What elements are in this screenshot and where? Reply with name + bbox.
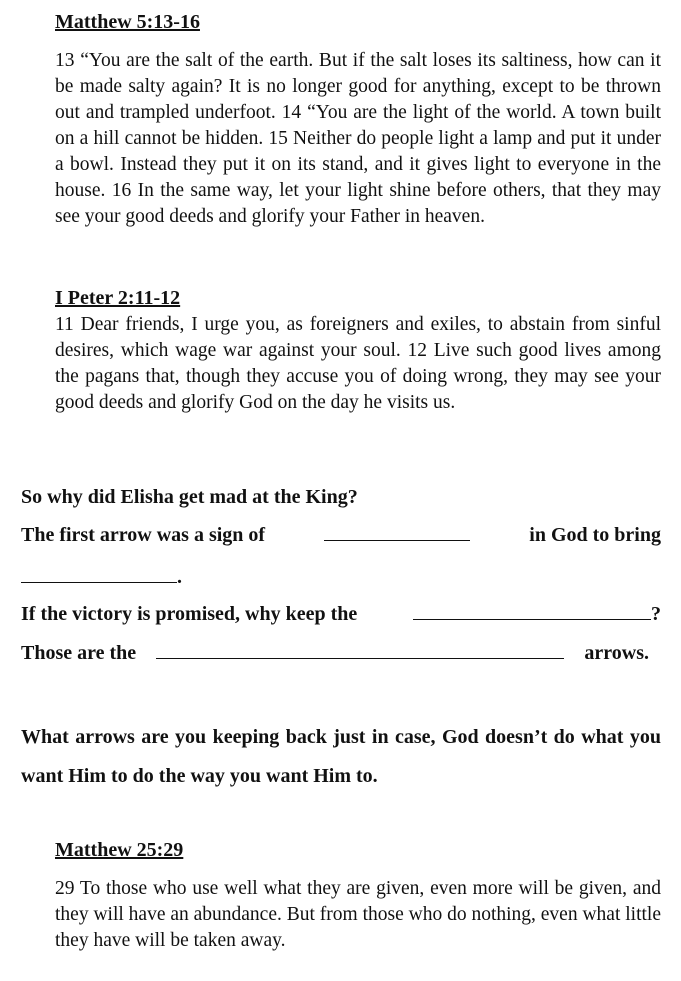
answer-blank[interactable] bbox=[413, 601, 651, 620]
question-elisha: So why did Elisha get mad at the King? bbox=[21, 486, 358, 508]
reflection-question: What arrows are you keeping back just in case, God doesn’t do what you want Him to do the way you want Him to. bbox=[21, 726, 661, 787]
scripture-heading: Matthew 25:29 bbox=[55, 839, 184, 861]
scripture-text: 29 To those who use well what they are given, even more will be given, and they will have an abundance. But from those who do nothing, even what little they have will be taken away. bbox=[55, 878, 661, 951]
fill-in-continuation bbox=[21, 564, 182, 590]
scripture-heading: Matthew 5:13-16 bbox=[55, 11, 200, 33]
fill-in-text: The first arrow was a sign of bbox=[21, 524, 266, 546]
fill-in-text: . bbox=[177, 566, 182, 588]
fill-in-text: ? bbox=[651, 603, 661, 625]
fill-in-text: If the victory is promised, why keep the bbox=[21, 603, 358, 625]
scripture-text: 13 “You are the salt of the earth. But if the salt loses its saltiness, how can it be made salty again? It is no longer good for anything, except to be thrown out and trampled underfoot. 14 “You are the light of the world. A town built on a hill cannot be hidden. 15 Neither do people light a lamp and put it under a bowl. Instead they put it on its stand, and it gives light to everyone in the house. 16 In the same way, let your light shine before others, that they may see your good deeds and glorify your Father in heaven. bbox=[55, 50, 661, 227]
answer-blank[interactable] bbox=[21, 564, 177, 583]
fill-in-first-arrow bbox=[21, 522, 661, 548]
fill-in-arrows bbox=[21, 640, 649, 666]
answer-blank[interactable] bbox=[324, 522, 470, 541]
fill-in-text: arrows. bbox=[584, 642, 649, 664]
fill-in-victory bbox=[21, 601, 661, 627]
scripture-text: 11 Dear friends, I urge you, as foreigners and exiles, to abstain from sinful desires, which wage war against your soul. 12 Live such good lives among the pagans that, though they accuse you of doing wrong, they may see your good deeds and glorify God on the day he visits us. bbox=[55, 314, 661, 413]
scripture-heading: I Peter 2:11-12 bbox=[55, 287, 181, 309]
answer-blank[interactable] bbox=[156, 640, 564, 659]
fill-in-text: in God to bring bbox=[529, 524, 661, 546]
fill-in-text: Those are the bbox=[21, 642, 137, 664]
